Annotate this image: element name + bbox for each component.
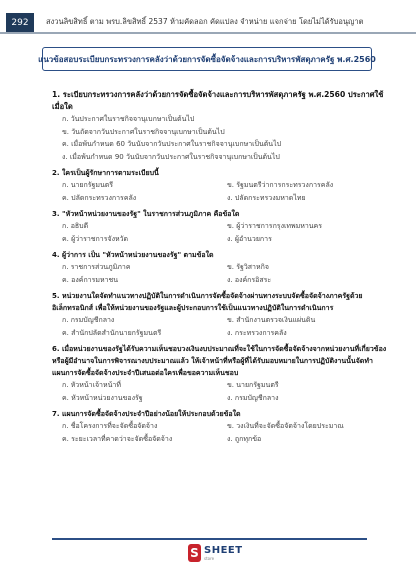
choice-c: ค. หัวหน้าหน่วยงานของรัฐ — [62, 393, 143, 402]
choice-d: ง. องค์กรอิสระ — [227, 275, 272, 284]
choice-a: ก. ชื่อโครงการที่จะจัดซื้อจัดจ้าง — [62, 422, 158, 430]
footer-divider — [52, 538, 367, 540]
logo-s-icon: S — [188, 544, 201, 562]
choice-a: ก. กรมบัญชีกลาง — [62, 316, 115, 324]
question-7 — [52, 408, 392, 445]
choice-b: ข. สำนักงานตรวจเงินแผ่นดิน — [227, 316, 316, 324]
choice-c: ค. ปลัดกระทรวงการคลัง — [62, 193, 137, 202]
question-6 — [52, 343, 392, 404]
question-text: 7. แผนการจัดซื้อจัดจ้างประจำปีอย่างน้อยให้ประกอบด้วยข้อใด — [52, 410, 241, 418]
choice-d: ง. กระทรวงการคลัง — [227, 328, 287, 337]
question-text: 2. ใครเป็นผู้รักษาการตามระเบียบนี้ — [52, 169, 159, 177]
choice-c: ค. เมื่อพ้นกำหนด 60 วันนับจากวันประกาศในราชกิจจานุเบกษาเป็นต้นไป — [62, 140, 282, 148]
question-5 — [52, 290, 392, 339]
question-text: 5. หน่วยงานใดจัดทำแนวทางปฏิบัติในการดำเนินการจัดซื้อจัดจ้างผ่านทางระบบจัดซื้อจัดจ้างภาครัฐด้วยอิเล็กทรอนิกส์ เพื่อให้หน่วยงานของรัฐและผู้ประกอบการใช้เป็นแนวทางปฏิบัติในการดำเนินการ — [52, 292, 363, 312]
title-box — [38, 47, 376, 71]
question-text: 3. "หัวหน้าหน่วยงานของรัฐ" ในราชการส่วนภูมิภาค คือข้อใด — [52, 210, 240, 218]
choice-a: ก. นายกรัฐมนตรี — [62, 181, 114, 189]
choice-b: ข. รัฐมนตรีว่าการกระทรวงการคลัง — [227, 181, 334, 189]
question-4 — [52, 249, 392, 286]
logo-subtext: store — [204, 556, 215, 561]
header-divider — [0, 32, 416, 34]
choice-a: ก. ราชการส่วนภูมิภาค — [62, 263, 131, 271]
question-1 — [52, 89, 392, 163]
document-title: แนวข้อสอบระเบียบกระทรวงการคลังว่าด้วยการจัดซื้อจัดจ้างและการบริหารพัสดุภาครัฐ พ.ศ.2560 — [38, 54, 376, 64]
question-text: 4. ผู้ว่าการ เป็น "หัวหน้าหน่วยงานของรัฐ" ตามข้อใด — [52, 251, 214, 259]
choice-c: ค. ระยะเวลาที่คาดว่าจะจัดซื้อจัดจ้าง — [62, 434, 173, 443]
choice-a: ก. อธิบดี — [62, 222, 89, 230]
choice-d: ง. ปลัดกระทรวงมหาดไทย — [227, 193, 306, 202]
choice-b: ข. รัฐวิสาหกิจ — [227, 263, 269, 271]
question-list — [52, 89, 392, 449]
choice-c: ค. สำนักปลัดสำนักนายกรัฐมนตรี — [62, 328, 162, 337]
question-2 — [52, 167, 392, 204]
choice-d: ง. ถูกทุกข้อ — [227, 434, 262, 443]
question-text: 1. ระเบียบกระทรวงการคลังว่าด้วยการจัดซื้อจัดจ้างและการบริหารพัสดุภาครัฐ พ.ศ.2560 ประกาศใช้เมื่อใด — [52, 90, 384, 111]
page-number: 292 — [6, 13, 34, 33]
logo-wordmark: SHEET — [204, 545, 243, 556]
choice-d: ง. กรมบัญชีกลาง — [227, 393, 279, 402]
choice-b: ข. วันถัดจากวันประกาศในราชกิจจานุเบกษาเป็นต้นไป — [62, 127, 225, 136]
choice-d: ง. ผู้อำนวยการ — [227, 234, 272, 243]
choice-d: ง. เมื่อพ้นกำหนด 90 วันนับจากวันประกาศในราชกิจจานุเบกษาเป็นต้นไป — [62, 152, 280, 161]
copyright-notice: สงวนลิขสิทธิ์ ตาม พรบ.ลิขสิทธิ์ 2537 ห้ามคัดลอก คัดแปลง จำหน่าย แจกจ่าย โดยไม่ได้รับอนุญาต — [46, 17, 364, 26]
choice-a: ก. วันประกาศในราชกิจจานุเบกษาเป็นต้นไป — [62, 115, 195, 123]
choice-c: ค. องค์การมหาชน — [62, 275, 119, 284]
choice-b: ข. วงเงินที่จะจัดซื้อจัดจ้างโดยประมาณ — [227, 422, 344, 430]
choice-b: ข. นายกรัฐมนตรี — [227, 381, 279, 389]
question-3 — [52, 208, 392, 245]
choice-a: ก. หัวหน้าเจ้าหน้าที่ — [62, 381, 121, 389]
choice-b: ข. ผู้ว่าราชการกรุงเทพมหานคร — [227, 222, 322, 230]
choice-c: ค. ผู้ว่าราชการจังหวัด — [62, 234, 129, 243]
question-text: 6. เมื่อหน่วยงานของรัฐได้รับความเห็นชอบวงเงินงบประมาณที่จะใช้ในการจัดซื้อจัดจ้างจากหน่วยงานที่เกี่ยวข้องหรือผู้มีอำนาจในการพิจารณางบประมาณแล้ว ให้เจ้าหน้าที่หรือผู้ที่ได้รับมอบหมายในการปฏิบัติงานนั้นจัดทำแผนการจัดซื้อจัดจ้างประจำปีเสนอต่อใครเพื่อขอความเห็นชอบ — [52, 345, 387, 377]
sheet-store-logo — [188, 544, 243, 562]
